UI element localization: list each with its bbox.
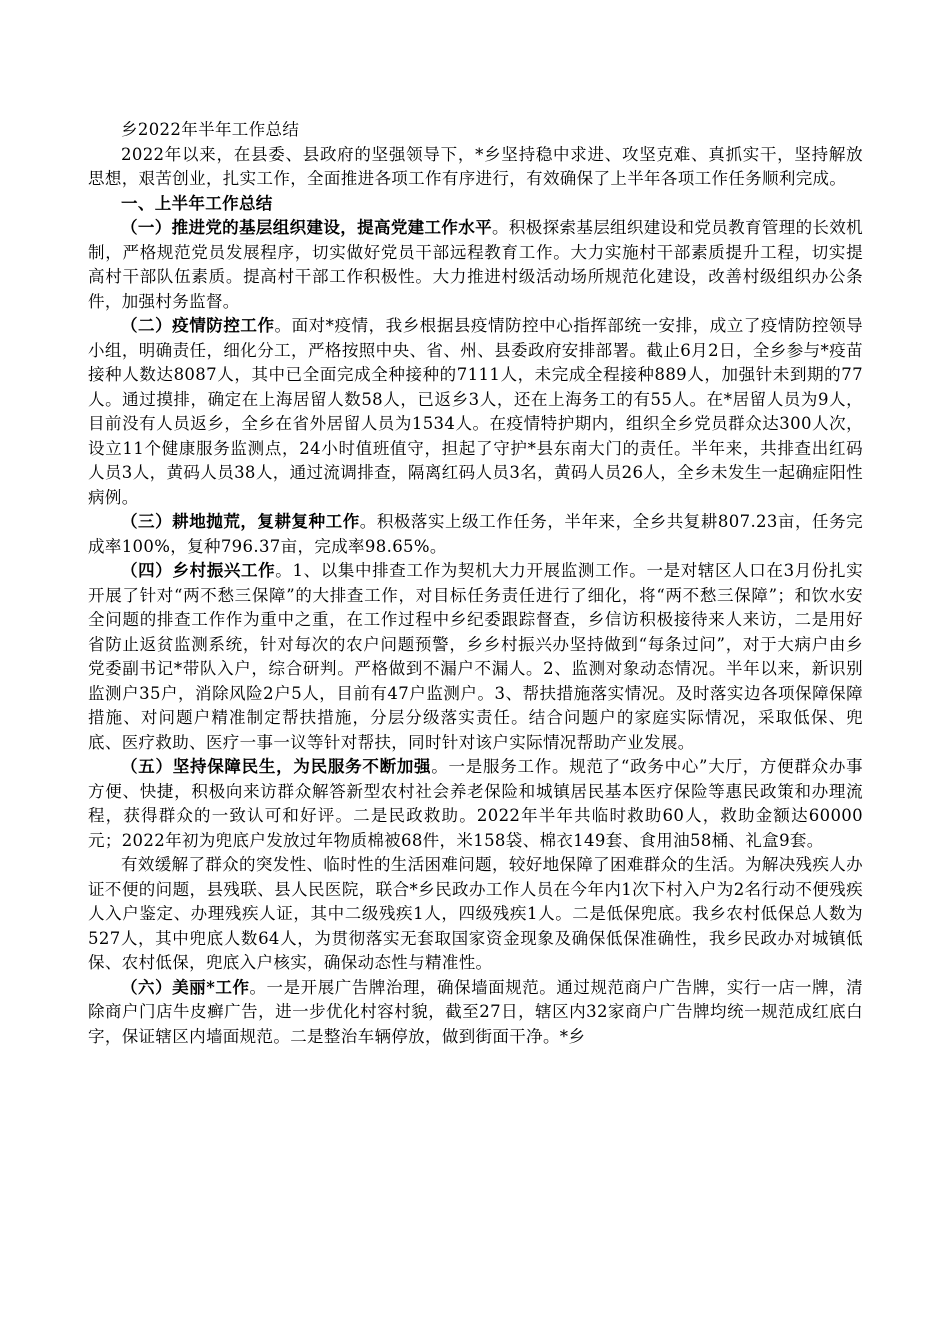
intro-paragraph: 2022年以来，在县委、县政府的坚强领导下，*乡坚持稳中求进、攻坚克难、真抓实干，坚持解放思想，艰苦创业，扎实工作，全面推进各项工作有序进行，有效确保了上半年各项工作任务顺利完成。	[88, 144, 863, 188]
item-lead: （三）耕地抛荒，复耕复种工作	[121, 512, 360, 531]
item-text: 有效缓解了群众的突发性、临时性的生活困难问题，较好地保障了困难群众的生活。为解决残疾人办证不便的问题，县残联、县人民医院，联合*乡民政办工作人员在今年内1次下村入户为2名行动不便残疾人入户鉴定、办理残疾人证，其中二级残疾1人，四级残疾1人。二是低保兜底。我乡农村低保总人数为527人，其中兜底人数64人，为贯彻落实无套取国家资金现象及确保低保准确性，我乡民政办对城镇低保、农村低保，兜底入户核实，确保动态性与精准性。	[88, 855, 863, 972]
item-livelihood-continued	[88, 853, 863, 976]
item-beautiful-township	[88, 976, 863, 1050]
document-page	[88, 118, 863, 1049]
item-farmland	[88, 510, 863, 559]
item-epidemic-control	[88, 314, 863, 510]
item-text: 。积极探索基层组织建设和党员教育管理的长效机制，严格规范党员发展程序，切实做好党员干部远程教育工作。大力实施村干部素质提升工程，切实提高村干部队伍素质。提高村干部工作积极性。大力推进村级活动场所规范化建设，改善村级组织办公条件，加强村务监督。	[88, 218, 864, 311]
item-lead: （一）推进党的基层组织建设，提高党建工作水平	[121, 218, 493, 237]
item-lead: （五）坚持保障民生，为民服务不断加强	[121, 757, 432, 776]
item-text: 。积极落实上级工作任务，半年来，全乡共复耕807.23亩，任务完成率100%，复种796.37亩，完成率98.65%。	[88, 512, 864, 556]
item-text: 。面对*疫情，我乡根据县疫情防控中心指挥部统一安排，成立了疫情防控领导小组，明确责任，细化分工，严格按照中央、省、州、县委政府安排部署。截止6月2日，全乡参与*疫苗接种人数达8087人，其中已全面完成全种接种的7111人，未完成全程接种889人，加强针未到期的77人。通过摸排，确定在上海居留人数58人，已返乡3人，还在上海务工的有55人。在*居留人员为9人，目前没有人员返乡，全乡在省外居留人员为1534人。在疫情特护期内，组织全乡党员群众达300人次，设立11个健康服务监测点，24小时值班值守，担起了守护*县东南大门的责任。半年来，共排查出红码人员3人，黄码人员38人，通过流调排查，隔离红码人员3名，黄码人员26人，全乡未发生一起确症阳性病例。	[88, 316, 864, 507]
item-livelihood	[88, 755, 863, 853]
item-lead: （二）疫情防控工作	[121, 316, 275, 335]
item-rural-revitalization	[88, 559, 863, 755]
item-lead: （六）美丽*工作	[121, 977, 250, 997]
item-text: 。1、以集中排查工作为契机大力开展监测工作。一是对辖区人口在3月份扎实开展了针对“两不愁三保障”的大排查工作，对目标任务责任进行了细化，将“两不愁三保障”；和饮水安全问题的排查工作作为重中之重，在工作过程中乡纪委跟踪督查，乡信访积极接待来人来访，二是用好省防止返贫监测系统，针对每次的农户问题预警，乡乡村振兴办坚持做到“每条过问”，对于大病户由乡党委副书记*带队入户，综合研判。严格做到不漏户不漏人。2、监测对象动态情况。半年以来，新识别监测户35户，消除风险2户5人，目前有47户监测户。3、帮扶措施落实情况。及时落实边各项保障保障措施、对问题户精准制定帮扶措施，分层分级落实责任。结合问题户的家庭实际情况，采取低保、兜底、医疗救助、医疗一事一议等针对帮扶，同时针对该户实际情况帮助产业发展。	[88, 561, 863, 752]
item-party-building	[88, 216, 863, 314]
section-heading: 一、上半年工作总结	[121, 193, 273, 213]
item-text: 。一是服务工作。规范了“政务中心”大厅，方便群众办事方便、快捷，积极向来访群众解答新型农村社会养老保险和城镇居民基本医疗保险等惠民政策和办理流程，获得群众的一致认可和好评。二是民政救助。2022年半年共临时救助60人，救助金额达60000元；2022年初为兜底户发放过年物质棉被68件，米158袋、棉衣149套、食用油58桶、礼盒9套。	[88, 757, 863, 850]
item-text: 。一是开展广告牌治理，确保墙面规范。通过规范商户广告牌，实行一店一牌，清除商户门店牛皮癣广告，进一步优化村容村貌，截至27日，辖区内32家商户广告牌均统一规范成红底白字，保证辖区内墙面规范。二是整治车辆停放，做到街面干净。*乡	[88, 977, 863, 1046]
item-lead: （四）乡村振兴工作	[121, 561, 276, 580]
document-title: 乡2022年半年工作总结	[121, 120, 300, 139]
